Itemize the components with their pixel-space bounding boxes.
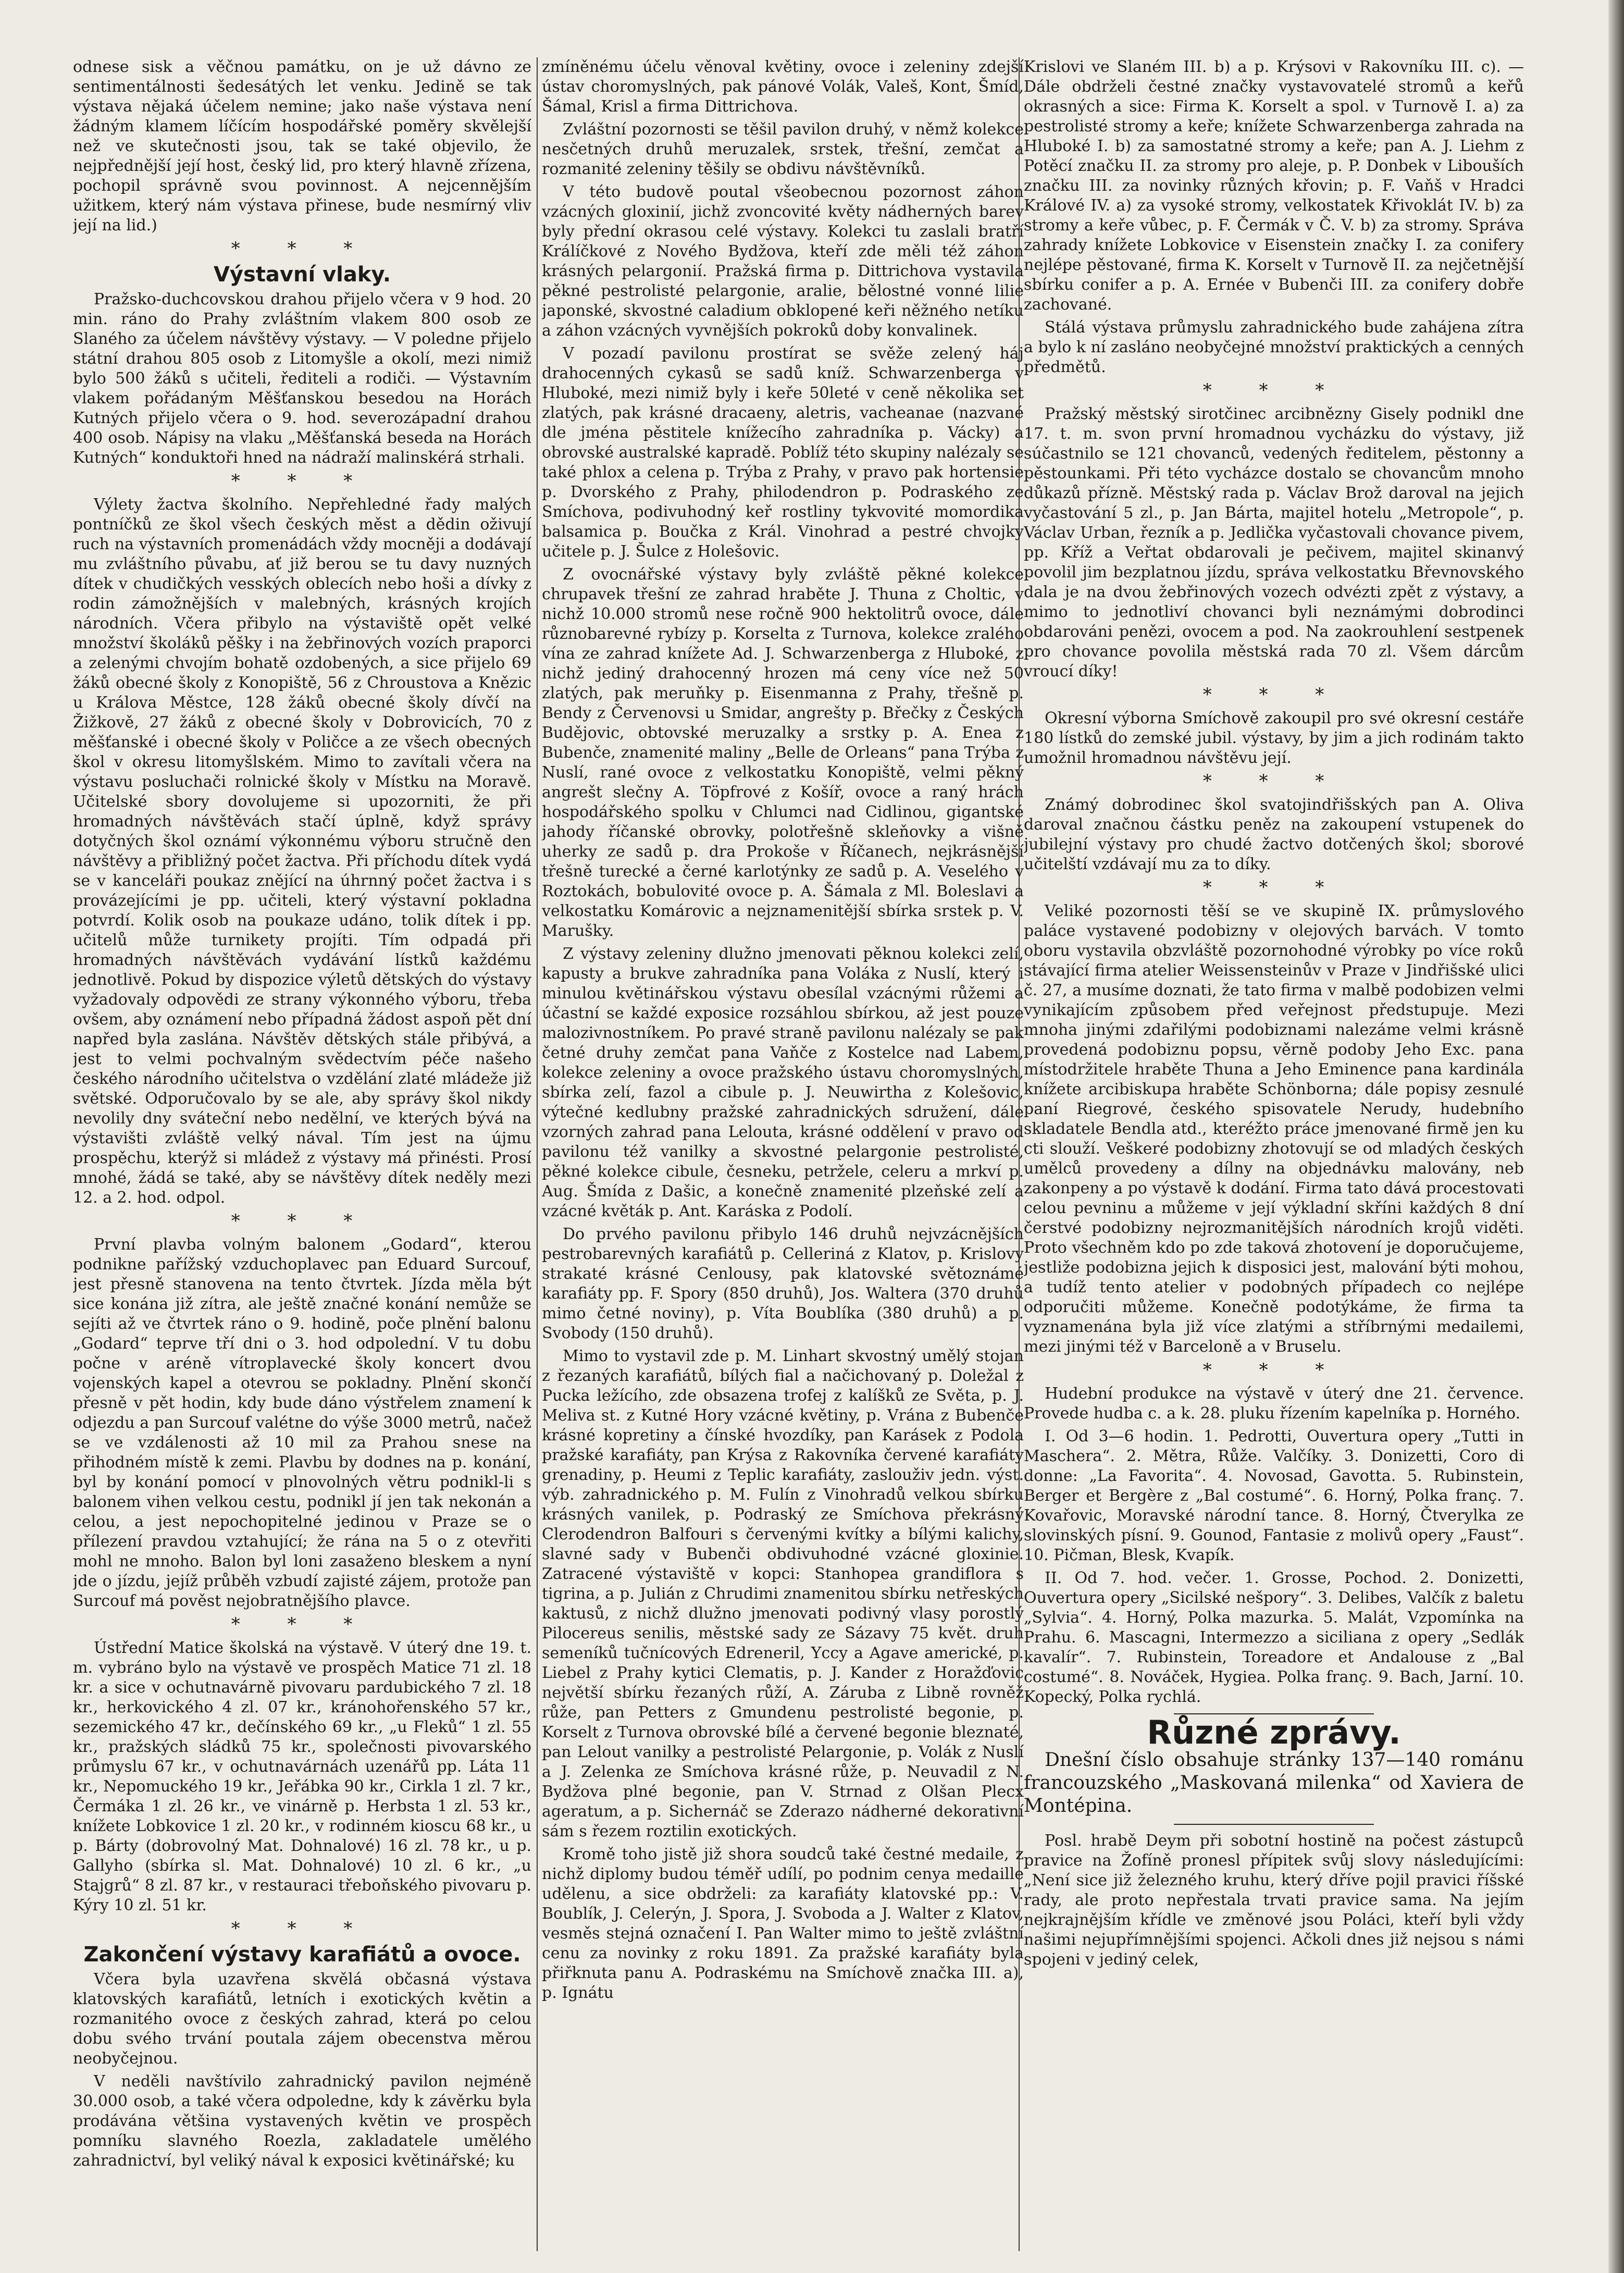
article-paragraph: Pražsko-duchcovskou drahou přijelo včera v 9 hod. 20 min. ráno do Prahy zvláštním vlakem 800 osob ze Slaného za účelem návštěvy výstavy. — V poledne přijelo státní drahou 805 osob z Litomyšle a okolí, mezi nimiž bylo 500 žáků s učiteli, řediteli a rodiči. — Výstavním vlakem pořádaným Měšťanskou besedou na Horách Kutných přijelo včera o 9. hod. severozápadní drahou 400 osob. Nápisy na vlaku „Měšťanská beseda na Horách Kutných“ konduktoři hned na nádraží malinskérá strhali. <box>73 290 531 467</box>
article-paragraph: Kromě toho jistě již shora soudců také čestné medaile, z nichž diplomy budou téměř udílí, po podnim cenya medaille udělenu, a sice obdrželi: za karafiáty klatovské pp.: V. Boublík, J. Celerýn, J. Spora, J. Svoboda a J. Walter z Klatov, vesměs stejná označení I. Pan Walter mimo to ještě zvláštní cenu za novinky z roku 1891. Za pražské karafiáty byla přiřknuta panu A. Podraskému na Smíchově značka III. a), p. Ignátu <box>542 1845 1024 2002</box>
article-paragraph: Zvláštní pozornosti se těšil pavilon druhý, v němž kolekce nesčetných druhů meruzalek, srstek, třešní, zemčat a rozmanité zeleniny těšily se obdivu návštěvníků. <box>542 120 1024 178</box>
article-paragraph: Posl. hrabě Deym při sobotní hostině na počest zástupců pravice na Žofíně pronesl přípitek svůj slovy následujícími: „Není sice již železného kruhu, který dříve pojil pravici říšské rady, ale proto nepřestala trvati pravice sama. Na jejím nejkrajnějším křídle ve změnové jsou Poláci, kteří byli vždy našimi nejupřímnějšími spojenci. Ačkoli dnes již nejsou s námi spojeni v jediný celek, <box>1024 1832 1524 1969</box>
article-paragraph: II. Od 7. hod. večer. 1. Grosse, Pochod. 2. Donizetti, Ouvertura opery „Sicilské nešpory“. 3. Delibes, Valčík z baletu „Sylvia“. 4. Horný, Polka mazurka. 5. Malát, Vzpomínka na Prahu. 6. Mascagni, Intermezzo a siciliana z opery „Sedlák kavalír“. 7. Rubinstein, Toreadore et Andalouse z „Bal costumé“. 8. Nováček, Hygiea. Polka franç. 9. Bach, Jarní. 10. Kopecký, Polka rychlá. <box>1024 1569 1524 1706</box>
section-separator: * * * <box>231 238 374 259</box>
article-paragraph: První plavba volným balonem „Godard“, kterou podnikne pařížský vzduchoplavec pan Eduard Surcouf, jest přesně stanovena na tento čtvrtek. Jízda měla být sice konána již zítra, ale ještě značné konání nemůže se sejíti až ve čtvrtek ráno o 9. hodině, poče plnění balonu „Godard“ teprve tří dni o 3. hod odpolední. V tu dobu počne v aréně vítroplavecké školy koncert dvou vojenských kapel a otevrou se pokladny. Plnění skončí přesně v pět hodin, kdy bude dáno výstřelem znamení k odjezdu a pan Surcouf valétne do výše 3000 metrů, načež se ve vzdálenosti až 10 mil za Prahou snese na přihodném místě k zemi. Plavbu by dodnes na p. konání, byl by konání pomocí v plnovolných větru podnikl-li s balonem vihen velkou cestu, podnikl jí jen tak nekonán a celou, a jest nepochopitelné jedinou v Praze se o přílezení pravdou vztahující; že rána na 5 o z otevřiti mohl ne mnoho. Balon byl loni zasaženo bleskem a nyní jde o jízdu, jejíž průběh vzbudí zajisté zájem, protože pan Surcouf má pověst nejobratnějšího plavce. <box>73 1236 531 1610</box>
section-separator: * * * <box>1202 1360 1345 1380</box>
column-rule <box>537 57 538 2251</box>
article-paragraph: Pražský městský sirotčinec arcibnězny Gisely podnikl dne 17. t. m. svon první hromadnou vycházku do výstavy, již súčastnilo se 121 chovanců, vedených ředitelem, pěstonny a pěstounkami. Při této vycházce dostalo se chovancům mnoho důkazů přízně. Městský rada p. Václav Brož daroval na jejich vyčastování 5 zl., p. Jan Bárta, majitel hotelu „Metropole“, p. Václav Urban, řezník a p. Jedlička vyčastovali chovance pivem, pp. Kříž a Veřtat obdarovali je pečivem, majitel skinanvý povolil jim bezplatnou jízdu, správa velkostatku Břevnovského dala je na dvou žebřinových vozech odvézti zpět z výstavy, a mimo to jednotliví chovanci byli neznámými dobrodinci obdarováni penězi, ovocem a pod. Na zaokrouhlení sestpenek pro chovance povolila městská rada 70 zl. Všem dárcům vroucí díky! <box>1024 405 1524 681</box>
page-edge <box>1608 0 1624 2273</box>
section-separator: * * * <box>1202 877 1345 898</box>
article-paragraph: Stálá výstava průmyslu zahradnického bude zahájena zítra a bylo k ní zasláno neobyčejné množství praktických a cenných předmětů. <box>1024 318 1524 376</box>
section-heading: Různé zprávy. <box>1147 1713 1401 1751</box>
section-divider <box>1174 1824 1374 1825</box>
article-paragraph: V neděli navštívilo zahradnický pavilon nejméně 30.000 osob, a také včera odpoledne, kdy k závěrku byla prodávána většina vystavených květin ve prospěch pomníku slavného Roezla, zakladatele umělého zahradnictví, byl veliký nával k exposici květinářské; ku <box>73 2072 531 2170</box>
article-paragraph: Mimo to vystavil zde p. M. Linhart skvostný umělý stojan z řezaných karafiátů, bílých fial a načichovaný p. Doležal z Pucka ležícího, zde obsazena trofej z kalíšků ze Světa, p. J. Meliva st. z Kutné Hory vzácné květiny, p. Vrána z Bubenče krásné kopretiny a čínské hvozdíky, pan Karásek z Podola pražské karafiáty, pan Krýsa z Rakovníka červené karafiáty grenadiny, p. Heumi z Teplic karafiáty, zaslouživ jedn. výst. výb. zahradnického p. M. Fulín z Vinohradů velkou sbírku krásných vanilek, p. Podraský ze Smíchova překrásný Clerodendron Balfouri s červenými kvítky a bílými kalichy, slavné sady v Bubenči obdivuhodné vzácné gloxinie. Zatracené výstaviště v kopci: Stanhopea grandiflora s tigrina, a p. Julián z Chrudimi znamenitou sbírku netřeských kaktusů, z nichž dlužno jmenovati podivný vlasy porostlý Pilocereus senilis, městské sady ze Sázavy 75 květ. druh semeníků tučnícových Edreneril, Yccy a Agave americké, p. Liebel z Prahy kytici Clematis, p. J. Kander z Horažďovic největší sbírku řezaných růží, A. Záruba z Libně rovněž růže, pan Petters z Gmundenu pestrolisté begonie, p. Korselt z Turnova obrovské bílé a červené begonie bleznaté, pan Lelout vanilky a pestrolisté Pelargonie, p. Volák z Nuslí a J. Zelenka ze Smíchova krásné růže, p. Neuvadil z N. Bydžova plné begonie, pan V. Strnad z Olšan Plecx ageratum, a p. Sichernáč se Zderazo nádherné dekorativní sám s řezem roztilin exotických. <box>542 1347 1024 1840</box>
article-paragraph: Hudební produkce na výstavě v úterý dne 21. července. Provede hudba c. a k. 28. pluku řízením kapelníka p. Horného. <box>1024 1385 1524 1423</box>
section-separator: * * * <box>231 471 374 491</box>
article-paragraph: Známý dobrodinec škol svatojindřišských pan A. Oliva daroval značnou částku peněz na zakoupení vstupenek do jubilejní výstavy pro chudé žactvo dotčených škol; sborové učitelští vzdávají mu za to díky. <box>1024 796 1524 873</box>
column-1 <box>73 57 531 2256</box>
section-separator: * * * <box>231 1614 374 1635</box>
article-paragraph: odnese sisk a věčnou památku, on je už dávno ze sentimentálnosti šedesátých let venku. Jedině se tak výstava nějaká účelem nemine; jako naše výstava není žádným klamem líčícím hospodářské poměry skvělejší než ve skutečnosti jsou, tak se také objevilo, že nejpřednější její host, český lid, pro který hlavně zřízena, pochopil správně svou povinnost. A nejcennějším užitkem, který nám výstava přinese, bude nesmírný vliv její na lid.) <box>73 58 531 234</box>
section-separator: * * * <box>1202 684 1345 705</box>
article-paragraph: V pozadí pavilonu prostírat se svěže zelený háj drahocenných cykasů se sadů kníž. Schwarzenberga v Hluboké, mezi nimiž byly i keře 50leté v ceně několika set zlatých, pak krásné dracaeny, aletris, vacheanae (nazvané dle jména pěstitele knížecího zahradníka p. Vácky) a obrovské australské kapradě. Poblíž této skupiny nalézaly se také phlox a celena p. Trýba z Prahy, v pravo pak hortensie p. Dvorského z Prahy, philodendron p. Podraského ze Smíchova, podivuhodný keř rostliny tykvovité momordika balsamica p. Boučka z Král. Vinohrad a pestré chvojky učitele p. J. Šulce z Holešovic. <box>542 344 1024 561</box>
article-paragraph: zmíněnému účelu věnoval květiny, ovoce i zeleniny zdejší ústav choromyslných, pak pánové Volák, Valeš, Kont, Šmíd, Šámal, Krisl a firma Dittrichova. <box>542 58 1024 116</box>
article-paragraph: Veliké pozornosti těší se ve skupině IX. průmyslového paláce vystavené podobizny v olejových barvách. V tomto oboru vystavila obzvláště pozornohodné výrobky po více roků stávající firma atelier Weissensteinův v Praze v Jindřišské ulici č. 27, a musíme doznati, že tato firma v malbě podobizen velmi vynikajícím způsobem před veřejnost předstupuje. Mezi mnoha jinými zdařilými podobiznami nalezáme velmi krásně provedená podobiznu popsu, věrně podoby Jeho Exc. pana místodržitele hraběte Thuna a Jeho Eminence pana kardinála knížete arcibiskupa hraběte Schönborna; dále popisy zesnulé paní Riegrové, českého spisovatele Nerudy, hudebního skladatele Bendla atd., kteréžto práce jmenované firmě jen ku cti slouží. Veškeré podobizny zhotovují se od mladých českých umělců provedeny a dílny na objednávku malovány, neb zakonpeny a po výstavě k dodání. Firma tato dává procestovati celou pevninu a můžeme v její výkladní skříni každých 8 dní čerstvé podobizny nejrozmanitějších národních krojů viděti. Proto všechněm kdo po zde taková zhotovení je doporučujeme, jestliže podobizna jejich k disposici jest, malování býti mohou, a tudíž tento atelier v podobných případech co nejlépe odporučiti můžeme. Konečně podotýkáme, že firma ta vyznamenána byla již více zlatými a stříbrnými medailemi, mezi jinými též v Barceloně a v Bruselu. <box>1024 902 1524 1356</box>
article-paragraph: Včera byla uzavřena skvělá občasná výstava klatovských karafiátů, letních i exotických květin a rozmanitého ovoce z českých zahrad, která po celou dobu svého trvání poutala zájem obecenstva měrou neobyčejnou. <box>73 1970 531 2068</box>
section-heading: Zakončení výstavy karafiátů a ovoce. <box>83 1943 521 1967</box>
section-separator: * * * <box>1202 380 1345 401</box>
article-paragraph: Okresní výborna Smíchově zakoupil pro své okresní cestáře 180 lístků do zemské jubil. výstavy, by jim a jich rodinám takto umožnil hromadnou návštěvu její. <box>1024 709 1524 767</box>
article-paragraph: Výlety žactva školního. Nepřehledné řady malých pontníčků ze škol všech českých měst a dědin oživují ruch na výstavních promenádách vždy mocněji a dodávají mu zvláštního půvabu, ať již berou se tu davy nuzných dítek v chudičkých vesských oblecích nebo hoši a dívky z rodin zámožnějších v malebných, krásných krojích národních. Včera přibylo na výstaviště opět velké množství školáků pěšky i na žebřinových vozích praporci a zelenými chvojím bohatě ozdobených, a sice přijelo 69 žáků obecné školy z Konopiště, 56 z Chroustova a Knězic u Králova Městce, 128 žáků obecné školy dívčí na Žižkově, 27 žáků z obecné školy v Dobrovicích, 70 z měšťanské i obecné školy v Poličce a ze všech obecných škol v okresu litomyšlském. Mimo to zavítali včera na výstavu posluchači rolnické školy v Místku na Moravě. Učitelské sbory dovolujeme si upozorniti, že při hromadných návštěvách stačí úplně, když správy dotyčných škol oznámí výkonnému výboru stručně den návštěvy a přibližný počet žactva. Při příchodu dítek vydá se v kanceláři poukaz znějící na úhrnný počet žactva i s provázejícími je pp. učiteli, který výstavní pokladna potvrdí. Kolik osob na poukaze udáno, tolik dítek i pp. učitelů může turnikety projíti. Tím odpadá při hromadných návštěvách vydávání lístků každému jednotlivě. Pokud by dispozice výletů dětských do výstavy vyžadovaly odpovědi ze strany výkonného výboru, třeba ovšem, aby oznámení nebo případná žádost aspoň pět dní napřed byla zaslána. Návštěv dětských stále přibývá, a jest to velmi pochvalným svědectvím péče našeho českého národního učitelstva o vzdělání zlaté mládeže již světské. Odporučovalo by se ale, aby správy škol nikdy nevolily dny sváteční nebo nedělní, ve kterých bývá na výstavišti zvláště velký nával. Tím jest na újmu prospěchu, kterýž si mládež z výstavy má přinésti. Prosí mnohé, žádá se také, aby se návštěvy dítek neděly mezi 12. a 2. hod. odpol. <box>73 496 531 1207</box>
column-3 <box>1024 57 1524 2256</box>
article-paragraph: Z výstavy zeleniny dlužno jmenovati pěknou kolekci zelí, kapusty a brukve zahradníka pana Voláka z Nuslí, který i minulou květinářskou výstavu obesílal vzácnými růžemi a účastní se každé exposice rozsáhlou sbírkou, až jest pouze malozivnostníkem. Po pravé straně pavilonu nalézaly se pak četné druhy zemčat pana Vaňče z Kostelce nad Labem, kolekce zeleniny a ovoce pražského ústavu choromyslných, sbírka zelí, fazol a cibule p. J. Neuwirtha z Kolešovic, výtečné kedlubny pražské zahradnických sdružení, dále vzorných zahrad pana Lelouta, krásné oddělení v pravo od pavilonu též vanilky a skvostné pelargonie pestrolisté, pěkné kolekce cibule, česneku, petržele, celeru a mrkví p. Aug. Šmída z Dašic, a konečně znamenité plzeňské zelí a vzácné květák p. Ant. Karáska z Podolí. <box>542 945 1024 1220</box>
section-separator: * * * <box>231 1210 374 1231</box>
article-paragraph: I. Od 3—6 hodin. 1. Pedrotti, Ouvertura opery „Tutti in Maschera“. 2. Mětra, Růže. Valčíky. 3. Donizetti, Coro di donne: „La Favorita“. 4. Novosad, Gavotta. 5. Rubinstein, Berger et Bergère z „Bal costumé“. 6. Horný, Polka franç. 7. Kovařovic, Moravské národní tance. 8. Horný, Čtverylka ze slovinských písní. 9. Gounod, Fantasie z molivů opery „Faust“. 10. Pičman, Blesk, Kvapík. <box>1024 1427 1524 1564</box>
article-paragraph: Ústřední Matice školská na výstavě. V úterý dne 19. t. m. vybráno bylo na výstavě ve prospěch Matice 71 zl. 18 kr. a sice v ochutnavárně pivovaru pardubického 7 zl. 18 kr., herkovického 4 zl. 07 kr., kránohořenského 57 kr., sezemického 47 kr., dečínského 69 kr., „u Fleků“ 1 zl. 55 kr., pražských sládků 75 kr., společnosti pivovarského průmyslu 67 kr., v ochutnavárnách uzenářů pp. Láta 11 kr., Nepomuckého 19 kr., Jeřábka 90 kr., Cirkla 1 zl. 7 kr., Čermáka 1 zl. 26 kr., ve vinárně p. Herbsta 1 zl. 53 kr., knížete Lobkovice 1 zl. 20 kr., v rodinném kioscu 68 kr., u p. Bárty (dobrovolný Mat. Dohnalové) 16 zl. 78 kr., u p. Gallyho (sbírka sl. Mat. Dohnalové) 10 zl. 6 kr., „u Stajgrů“ 8 zl. 87 kr., v restauraci třeboňského pivovaru p. Kýry 10 zl. 51 kr. <box>73 1639 531 1914</box>
article-paragraph: V této budově poutal všeobecnou pozornost záhon vzácných gloxinií, jichž zvoncovité květy nádherných barev byly přední okrasou celé výstavy. Kolekci tu zaslali bratří Králíčkové z Nového Bydžova, kteří zde měli též záhon krásných pelargonií. Pražská firma p. Dittrichova vystavila pěkné pestrolisté pelargonie, aralie, bělostné vonné lilie japonské, skvostné caladium obklopené keři něžného netíku a záhon vzácných vyvnějších pokroků doby konvalinek. <box>542 183 1024 340</box>
article-paragraph: Z ovocnářské výstavy byly zvláště pěkné kolekce chrupavek třešní ze zahrad hraběte J. Thuna z Choltic, v nichž 10.000 stromů nese ročně 900 hektolitrů ovoce, dále různobarevné rybízy p. Korselta z Turnova, kolekce zralého vína ze zahrad knížete Ad. J. Schwarzenberga z Hluboké, z nichž jediný drahocenný hrozen má ceny více než 50 zlatých, pak meruňky p. Eisenmanna z Prahy, třešně p. Bendy z Červenovsi u Smidar, angrešty p. Břečky z Českých Budějovic, obtovské meruzalky a srstky p. A. Enea z Bubenče, znamenité maliny „Belle de Orleans“ pana Trýba z Nuslí, rané ovoce z velkostatku Konopiště, velmi pěkný angrešt slečny A. Töpfrové z Košíř, ovoce a raný hrách hospodářského spolku v Chlumci nad Cidlinou, gigantské jahody říčanské obrovky, polotřešně skleňovky a višně uherky ze sadů p. dra Prokoše v Říčanech, nejkrásnější třešně turecké a černé karlotýnky ze sadů p. A. Veselého v Roztokách, bobulovité ovoce p. A. Šámala z Ml. Boleslavi a velkostatku Komárovic a nejznamenitější sbírka srstek p. V. Marušky. <box>542 565 1024 940</box>
article-paragraph: Do prvého pavilonu přibylo 146 druhů nejvzácnějších pestrobarevných karafiátů p. Celleriná z Klatov, p. Krislovy strakaté krásné Cenlousy, pak klatovské světoznámé karafiáty pp. F. Spory (850 druhů), Jos. Waltera (370 druhů mimo četné noviny), p. Víta Boublíka (380 druhů) a p. Svobody (150 druhů). <box>542 1225 1024 1342</box>
section-heading: Výstavní vlaky. <box>213 263 391 287</box>
section-separator: * * * <box>231 1918 374 1939</box>
article-paragraph: Dnešní číslo obsahuje stránky 137—140 románu francouzského „Maskovaná milenka“ od Xaviera de Montépina. <box>1024 1749 1524 1817</box>
section-separator: * * * <box>1202 771 1345 792</box>
article-paragraph: Krislovi ve Slaném III. b) a p. Krýsovi v Rakovníku III. c). — Dále obdrželi čestné značky vystavovatelé stromů a keřů okrasných a sice: Firma K. Korselt a spol. v Turnově I. a) za pestrolisté stromy a keře; knížete Schwarzenberga zahrada na Hluboké I. b) za samostatné stromy a keře; pan A. J. Liehm z Potěcí značku II. za stromy pro aleje, p. P. Donbek v Libouších značku III. za novinky různých křovin; p. F. Vaňš v Hradci Králové IV. a) za vysoké stromy, velkostatek Křivoklát IV. b) za stromy a keře vůbec, p. F. Čermák v Č. V. b) za stromy. Správa zahrady knížete Lobkovice v Eisenstein značky I. za conifery nejlépe pěstované, firma K. Korselt v Turnově II. za nejčetnější sbírku conifer a p. A. Ernée v Bubenči III. za conifery dobře zachované. <box>1024 58 1524 314</box>
column-2 <box>542 57 1024 2256</box>
